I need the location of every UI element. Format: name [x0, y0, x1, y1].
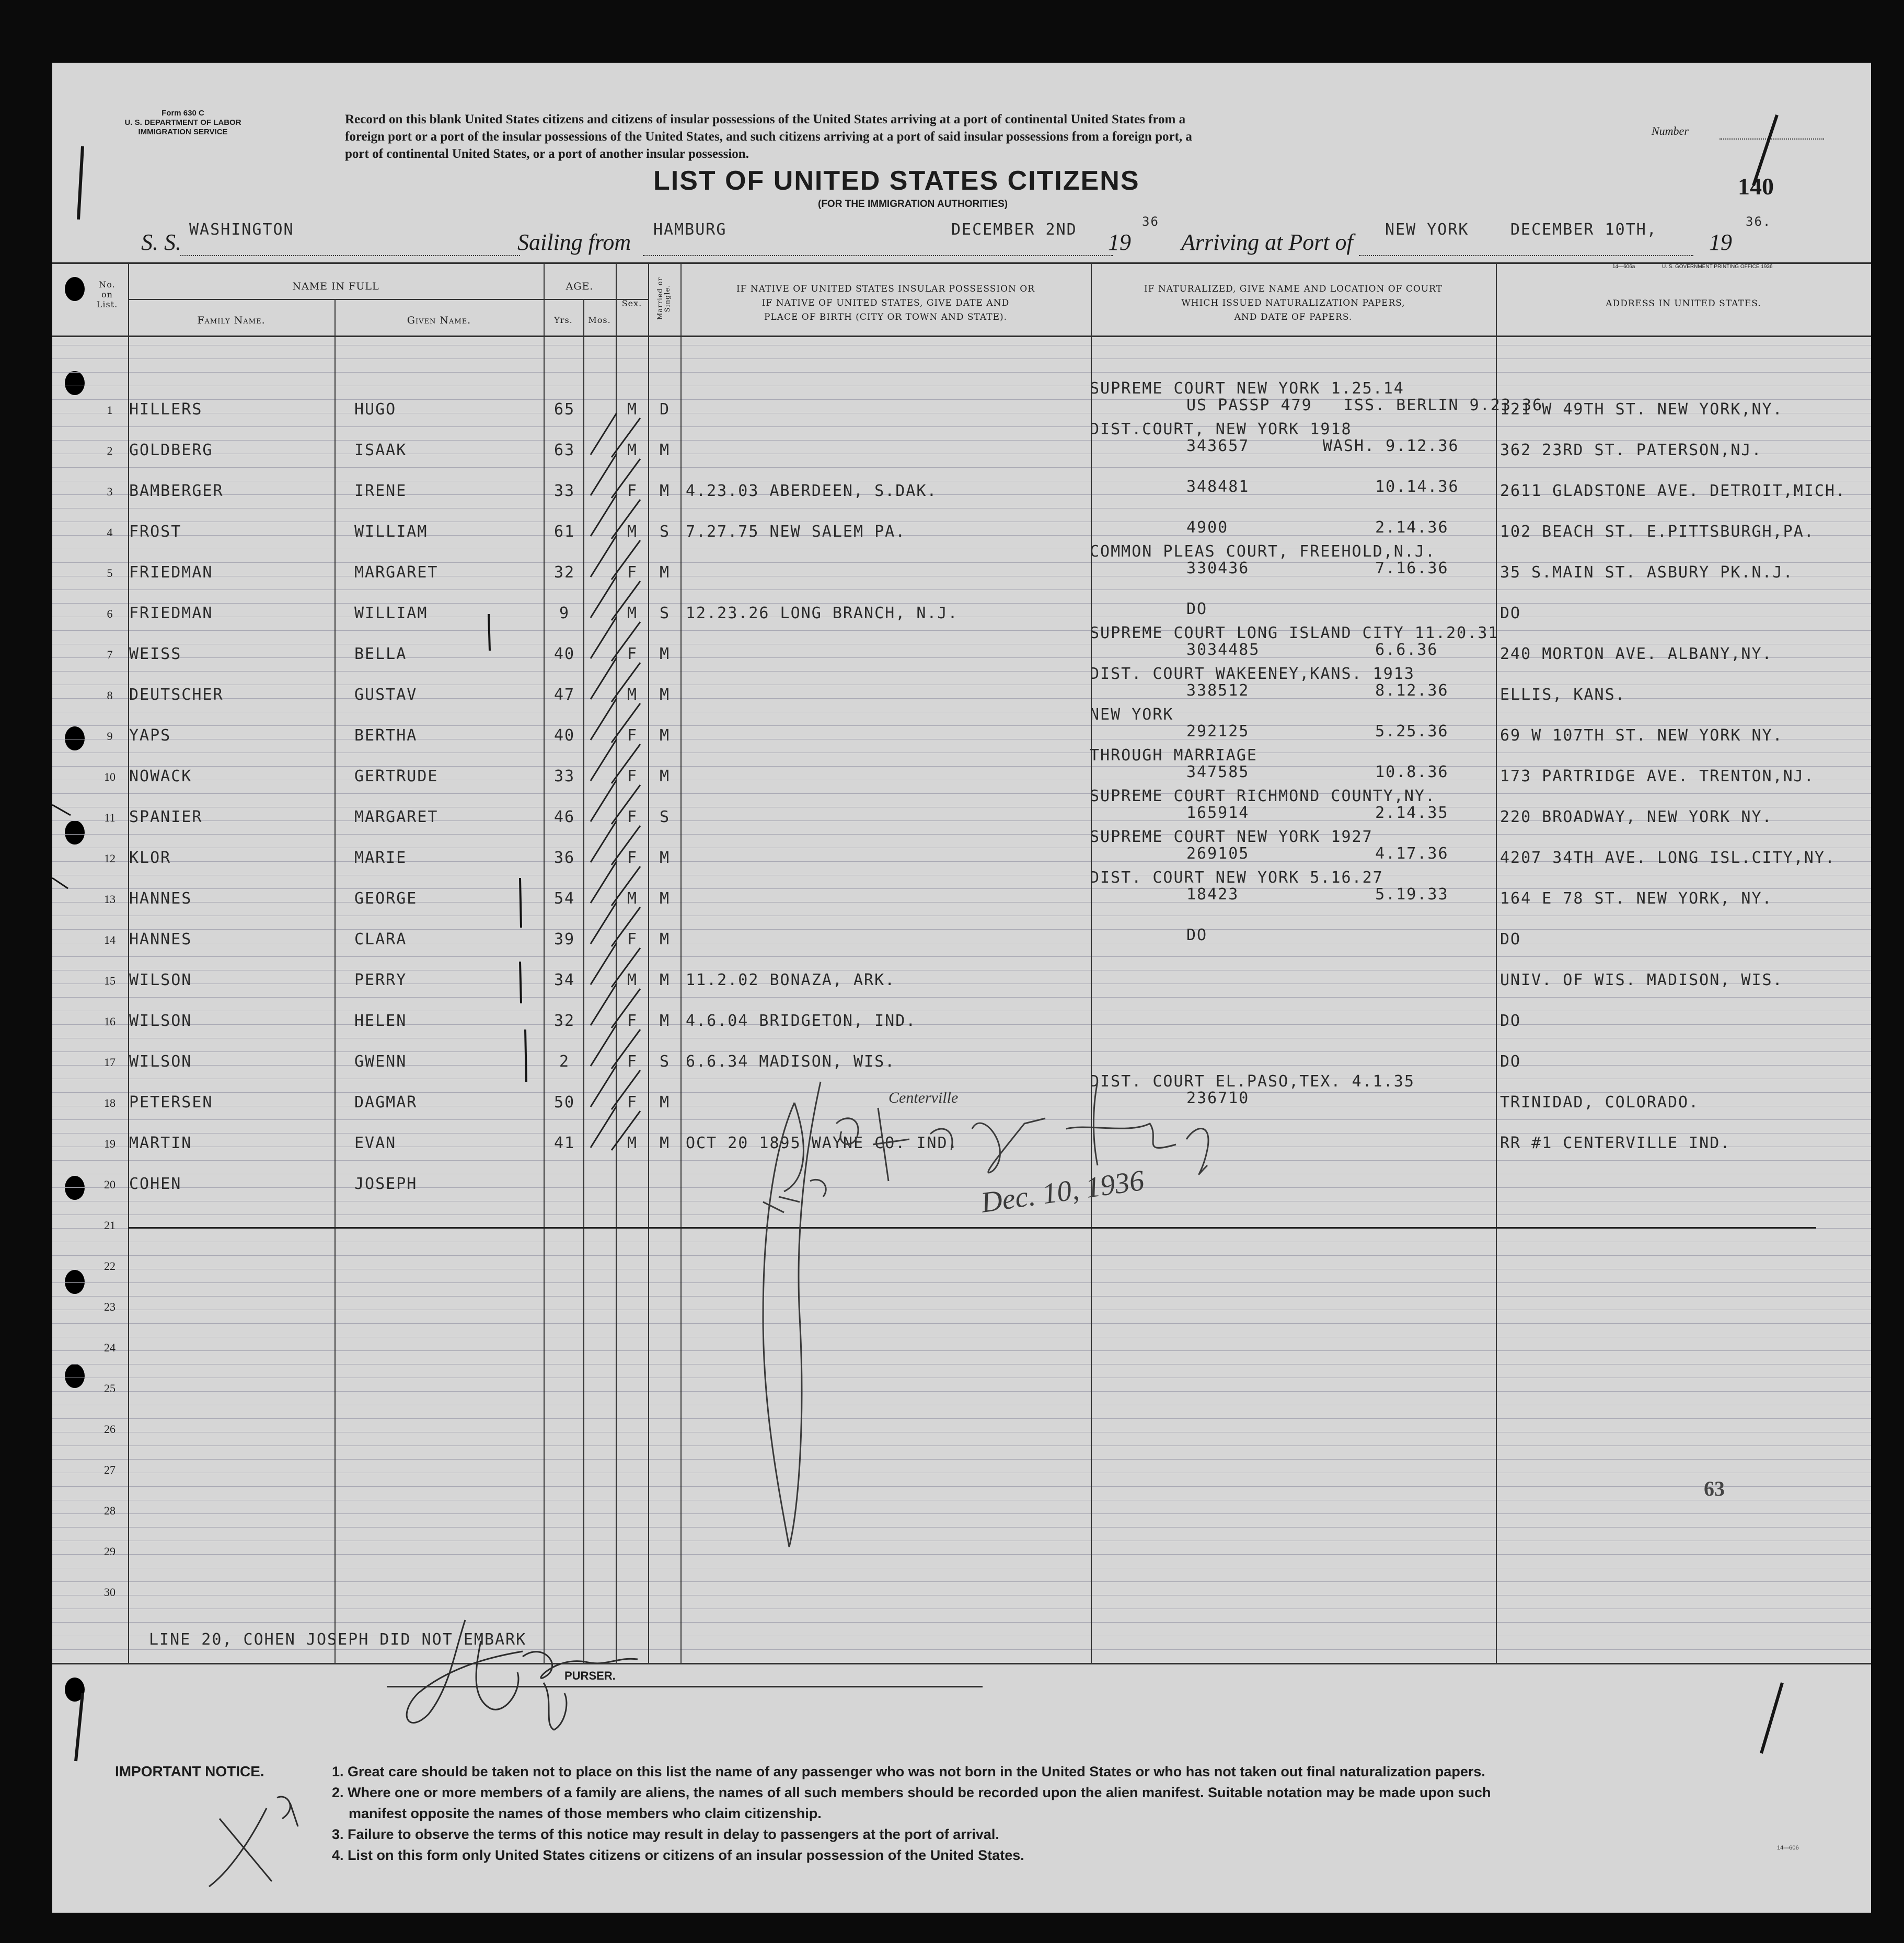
year-prefix: 19 — [1709, 229, 1732, 255]
row-number: 17 — [104, 1056, 116, 1069]
sailing-date: DECEMBER 2ND — [951, 221, 1077, 239]
age-years: 50 — [553, 1093, 575, 1112]
naturalization-court: DIST.COURT, NEW YORK 1918 — [1090, 420, 1352, 438]
row-number: 15 — [104, 974, 116, 987]
page-title: LIST OF UNITED STATES CITIZENS — [653, 166, 1140, 196]
naturalization-papers: DO — [1186, 600, 1208, 618]
age-years: 65 — [553, 400, 575, 419]
sex: F — [627, 767, 638, 785]
sailing-port: HAMBURG — [653, 221, 727, 239]
given-name: DAGMAR — [354, 1093, 418, 1112]
sex: F — [627, 1012, 638, 1030]
page-subtitle: (FOR THE IMMIGRATION AUTHORITIES) — [818, 199, 1008, 210]
family-name: KLOR — [129, 849, 171, 867]
naturalization-papers: US PASSP 479 ISS. BERLIN 9.23.36 — [1186, 396, 1543, 414]
address: 362 23RD ST. PATERSON,NJ. — [1500, 441, 1762, 459]
family-name: HANNES — [129, 930, 192, 949]
age-years: 32 — [553, 1012, 575, 1030]
naturalization-court: COMMON PLEAS COURT, FREEHOLD,N.J. — [1090, 542, 1436, 561]
form-number: Form 630 C — [161, 109, 204, 118]
family-name: YAPS — [129, 726, 171, 745]
married-single: D — [659, 400, 671, 419]
birth-info: 4.23.03 ABERDEEN, S.DAK. — [686, 482, 938, 500]
stamp-number: 63 — [1704, 1477, 1725, 1500]
family-name: COHEN — [129, 1175, 182, 1193]
family-name: DEUTSCHER — [129, 686, 224, 704]
purser-signature — [387, 1610, 700, 1745]
row-number: 28 — [104, 1504, 116, 1517]
age-years: 46 — [553, 808, 575, 826]
header-age: AGE. — [566, 281, 594, 292]
row-number: 6 — [107, 607, 113, 620]
notice-label: IMPORTANT NOTICE. — [115, 1763, 264, 1779]
married-single: M — [659, 645, 671, 663]
sex: M — [627, 523, 638, 541]
family-name: BAMBERGER — [129, 482, 224, 500]
married-single: M — [659, 930, 671, 949]
age-years: 47 — [553, 686, 575, 704]
birth-info: 7.27.75 NEW SALEM PA. — [686, 523, 906, 541]
given-name: EVAN — [354, 1134, 397, 1152]
sex: M — [627, 1134, 638, 1152]
address: 240 MORTON AVE. ALBANY,NY. — [1500, 645, 1773, 663]
service-name: IMMIGRATION SERVICE — [138, 128, 228, 136]
instruction-line: Record on this blank United States citizens and citizens of insular possessions of the United States arriving at a port of continental United States from a — [345, 112, 1186, 126]
row-number: 16 — [104, 1015, 116, 1028]
margin-mark — [1761, 1683, 1782, 1753]
family-name: SPANIER — [129, 808, 203, 826]
naturalization-papers: 348481 10.14.36 — [1186, 478, 1459, 496]
year-prefix: 19 — [1108, 229, 1131, 255]
family-name: FROST — [129, 523, 182, 541]
arrival-year: 36. — [1746, 214, 1772, 229]
row-number: 23 — [104, 1300, 116, 1313]
naturalization-papers: 4900 2.14.36 — [1186, 518, 1449, 537]
notice-item: 1. Great care should be taken not to place on this list the name of any passenger who was not born in the United States or who has not taken out final naturalization papers. — [332, 1764, 1485, 1779]
row-number: 25 — [104, 1382, 116, 1395]
notice-item: 4. List on this form only United States citizens or citizens of an insular possession of the United States. — [332, 1847, 1024, 1863]
notice-item: manifest opposite the names of those members who claim citizenship. — [349, 1806, 822, 1821]
naturalization-papers: 292125 5.25.36 — [1186, 722, 1449, 741]
print-code: 14—606a — [1612, 264, 1635, 270]
married-single: M — [659, 686, 671, 704]
age-years: 32 — [553, 563, 575, 582]
age-years: 40 — [553, 645, 575, 663]
address: RR #1 CENTERVILLE IND. — [1500, 1134, 1731, 1152]
naturalization-papers: 269105 4.17.36 — [1186, 845, 1449, 863]
row-number: 11 — [104, 811, 116, 824]
row-number: 29 — [104, 1545, 116, 1558]
given-name: GEORGE — [354, 889, 418, 908]
family-name: PETERSEN — [129, 1093, 213, 1112]
birth-info: 6.6.34 MADISON, WIS. — [686, 1053, 896, 1071]
margin-mark — [76, 1693, 83, 1761]
header-married-single: Married or Single. — [656, 277, 672, 320]
married-single: M — [659, 726, 671, 745]
naturalization-court: DIST. COURT EL.PASO,TEX. 4.1.35 — [1090, 1072, 1415, 1091]
naturalization-court: SUPREME COURT RICHMOND COUNTY,NY. — [1090, 787, 1436, 805]
purser-label: PURSER. — [564, 1669, 616, 1682]
address: 173 PARTRIDGE AVE. TRENTON,NJ. — [1500, 767, 1815, 785]
given-name: BERTHA — [354, 726, 418, 745]
signature-date: Dec. 10, 1936 — [979, 1164, 1146, 1219]
row-number: 13 — [104, 893, 116, 906]
birth-info: 11.2.02 BONAZA, ARK. — [686, 971, 896, 989]
married-single: M — [659, 849, 671, 867]
page-number: 140 — [1738, 173, 1774, 200]
given-name: GUSTAV — [354, 686, 418, 704]
sex: M — [627, 604, 638, 622]
given-name: HELEN — [354, 1012, 407, 1030]
age-years: 36 — [553, 849, 575, 867]
header-yrs: Yrs. — [554, 315, 573, 325]
naturalization-papers: 236710 — [1186, 1089, 1250, 1107]
birth-info: 12.23.26 LONG BRANCH, N.J. — [686, 604, 959, 622]
header-given-name: Given Name. — [407, 315, 471, 326]
given-name: CLARA — [354, 930, 407, 949]
given-name: GWENN — [354, 1053, 407, 1071]
age-years: 61 — [553, 523, 575, 541]
naturalization-papers: 165914 2.14.35 — [1186, 804, 1449, 822]
naturalization-papers: DO — [1186, 926, 1208, 944]
given-name: PERRY — [354, 971, 407, 989]
department-name: U. S. DEPARTMENT OF LABOR — [124, 118, 241, 127]
sex: M — [627, 400, 638, 419]
age-years: 33 — [553, 482, 575, 500]
number-label: Number — [1652, 124, 1689, 137]
naturalization-court: SUPREME COURT LONG ISLAND CITY 11.20.31 — [1090, 624, 1499, 642]
given-name: IRENE — [354, 482, 407, 500]
address: DO — [1500, 930, 1521, 949]
naturalization-papers: 330436 7.16.36 — [1186, 559, 1449, 577]
family-name: NOWACK — [129, 767, 192, 785]
given-name: BELLA — [354, 645, 407, 663]
sailing-year: 36 — [1142, 214, 1159, 229]
naturalization-court: DIST. COURT WAKEENEY,KANS. 1913 — [1090, 665, 1415, 683]
header-sex: Sex. — [621, 298, 642, 308]
naturalization-court: SUPREME COURT NEW YORK 1927 — [1090, 828, 1373, 846]
margin-mark — [1753, 115, 1777, 186]
arrival-port: NEW YORK — [1385, 221, 1469, 239]
margin-mark — [52, 878, 68, 888]
row-number: 1 — [107, 403, 113, 417]
family-name: WEISS — [129, 645, 182, 663]
margin-mark — [525, 1030, 526, 1082]
naturalization-court: SUPREME COURT NEW YORK 1.25.14 — [1090, 379, 1404, 398]
married-single: M — [659, 1012, 671, 1030]
sex: M — [627, 889, 638, 908]
given-name: MARGARET — [354, 808, 439, 826]
family-name: FRIEDMAN — [129, 563, 213, 582]
row-number: 22 — [104, 1259, 116, 1273]
address: TRINIDAD, COLORADO. — [1500, 1093, 1700, 1112]
sex: F — [627, 849, 638, 867]
notice-item: 2. Where one or more members of a family are aliens, the names of all such members should be recorded upon the alien manifest. Suitable notation may be made upon such — [332, 1785, 1491, 1800]
sex: M — [627, 686, 638, 704]
sex: F — [627, 645, 638, 663]
sex: F — [627, 808, 638, 826]
header-mos: Mos. — [588, 315, 611, 325]
married-single: M — [659, 971, 671, 989]
given-name: HUGO — [354, 400, 397, 419]
sex: F — [627, 563, 638, 582]
family-name: HANNES — [129, 889, 192, 908]
margin-mark — [78, 146, 83, 219]
row-number: 3 — [107, 485, 113, 498]
given-name: ISAAK — [354, 441, 407, 459]
margin-mark — [489, 614, 490, 651]
margin-mark — [52, 805, 71, 815]
margin-mark — [520, 878, 521, 928]
married-single: S — [659, 1053, 671, 1071]
age-years: 63 — [553, 441, 575, 459]
address: 220 BROADWAY, NEW YORK NY. — [1500, 808, 1773, 826]
naturalization-papers: 3034485 6.6.36 — [1186, 641, 1438, 659]
sex: F — [627, 482, 638, 500]
sex: M — [627, 441, 638, 459]
row-number: 14 — [104, 933, 116, 946]
naturalization-papers: 18423 5.19.33 — [1186, 885, 1449, 904]
married-single: M — [659, 1093, 671, 1112]
purser-signature-line — [387, 1686, 983, 1687]
given-name: MARGARET — [354, 563, 439, 582]
initials-mark — [199, 1777, 314, 1892]
family-name: WILSON — [129, 1012, 192, 1030]
age-years: 40 — [553, 726, 575, 745]
row-number: 12 — [104, 852, 116, 865]
family-name: FRIEDMAN — [129, 604, 213, 622]
sex: F — [627, 1053, 638, 1071]
family-name: WILSON — [129, 971, 192, 989]
row-number: 7 — [107, 648, 113, 661]
row-number: 4 — [107, 526, 113, 539]
address: 2611 GLADSTONE AVE. DETROIT,MICH. — [1500, 482, 1847, 500]
given-name: WILLIAM — [354, 523, 428, 541]
sex: F — [627, 726, 638, 745]
row-number: 27 — [104, 1463, 116, 1476]
header-name-in-full: NAME IN FULL — [292, 281, 379, 292]
married-single: M — [659, 482, 671, 500]
given-name: GERTRUDE — [354, 767, 439, 785]
family-name: WILSON — [129, 1053, 192, 1071]
family-name: GOLDBERG — [129, 441, 213, 459]
row-number: 20 — [104, 1178, 116, 1191]
age-years: 2 — [559, 1053, 570, 1071]
row-number: 9 — [107, 730, 113, 743]
address: 164 E 78 ST. NEW YORK, NY. — [1500, 889, 1773, 908]
naturalization-papers: 338512 8.12.36 — [1186, 681, 1449, 700]
row-number: 24 — [104, 1341, 116, 1354]
given-name: MARIE — [354, 849, 407, 867]
row-number: 26 — [104, 1422, 116, 1436]
address: ELLIS, KANS. — [1500, 686, 1626, 704]
important-notice — [115, 1761, 264, 1782]
naturalization-papers: 347585 10.8.36 — [1186, 763, 1449, 781]
notice-item: 3. Failure to observe the terms of this notice may result in delay to passengers at the port of arrival. — [332, 1826, 999, 1842]
instruction-line: foreign port or a port of the insular possessions of the United States, and such citizens arriving at a port of said insular possessions from a foreign port, a — [345, 130, 1192, 144]
given-name: WILLIAM — [354, 604, 428, 622]
married-single: M — [659, 889, 671, 908]
address: 69 W 107TH ST. NEW YORK NY. — [1500, 726, 1783, 745]
notice-items — [332, 1761, 1491, 1866]
row-number: 30 — [104, 1586, 116, 1599]
age-years: 33 — [553, 767, 575, 785]
header-no: No. on List. — [96, 280, 118, 309]
header-family-name: Family Name. — [197, 315, 266, 326]
address: DO — [1500, 1012, 1521, 1030]
address: UNIV. OF WIS. MADISON, WIS. — [1500, 971, 1783, 989]
bottom-code: 14—606 — [1777, 1845, 1799, 1851]
sex: F — [627, 930, 638, 949]
naturalization-court: NEW YORK — [1090, 706, 1174, 724]
header-native: IF NATIVE OF UNITED STATES INSULAR POSSESSION OR IF NATIVE OF UNITED STATES, GIVE DATE AND PLACE OF BIRTH (CITY OR TOWN AND STATE). — [736, 284, 1035, 322]
birth-info: 4.6.04 BRIDGETON, IND. — [686, 1012, 917, 1030]
age-years: 9 — [559, 604, 570, 622]
row-number: 8 — [107, 689, 113, 702]
address: DO — [1500, 604, 1521, 622]
address: 35 S.MAIN ST. ASBURY PK.N.J. — [1500, 563, 1794, 582]
row-number: 19 — [104, 1137, 116, 1150]
age-years: 34 — [553, 971, 575, 989]
age-years: 41 — [553, 1134, 575, 1152]
address: 102 BEACH ST. E.PITTSBURGH,PA. — [1500, 523, 1815, 541]
address: 121 W 49TH ST. NEW YORK,NY. — [1500, 400, 1783, 419]
manifest-sheet — [52, 63, 1871, 1913]
ship-name: WASHINGTON — [189, 221, 294, 239]
naturalization-papers: 343657 WASH. 9.12.36 — [1186, 437, 1459, 455]
inspector-signature — [732, 1045, 1254, 1568]
married-single: M — [659, 563, 671, 582]
married-single: M — [659, 1134, 671, 1152]
row-number: 21 — [104, 1219, 116, 1232]
family-name: MARTIN — [129, 1134, 192, 1152]
ss-label: S. S. — [141, 229, 181, 255]
embark-note: LINE 20, COHEN JOSEPH DID NOT EMBARK — [149, 1630, 527, 1649]
margin-mark — [520, 962, 521, 1003]
row-number: 10 — [104, 770, 116, 783]
row-number: 2 — [107, 444, 113, 457]
arrival-date: DECEMBER 10TH, — [1510, 221, 1657, 239]
address: DO — [1500, 1053, 1521, 1071]
married-single: S — [659, 523, 671, 541]
age-years: 39 — [553, 930, 575, 949]
row-number: 18 — [104, 1096, 116, 1109]
married-single: M — [659, 441, 671, 459]
age-years: 54 — [553, 889, 575, 908]
married-single: S — [659, 604, 671, 622]
given-name: JOSEPH — [354, 1175, 418, 1193]
header-naturalized: IF NATURALIZED, GIVE NAME AND LOCATION OF COURT WHICH ISSUED NATURALIZATION PAPERS, AND DATE OF PAPERS. — [1144, 284, 1443, 322]
arriving-label: Arriving at Port of — [1181, 229, 1353, 255]
sex: F — [627, 1093, 638, 1112]
married-single: S — [659, 808, 671, 826]
instruction-line: port of continental United States, or a port of another insular possession. — [345, 147, 749, 161]
address: 4207 34TH AVE. LONG ISL.CITY,NY. — [1500, 849, 1836, 867]
sailing-label: Sailing from — [517, 229, 631, 255]
naturalization-court: THROUGH MARRIAGE — [1090, 746, 1257, 765]
birth-info: OCT 20 1895 WAYNE CO. IND. — [686, 1134, 959, 1152]
row-number: 5 — [107, 566, 113, 580]
header-address: ADDRESS IN UNITED STATES. — [1606, 298, 1761, 309]
gpo-note: U. S. GOVERNMENT PRINTING OFFICE 1936 — [1662, 264, 1773, 270]
sex: M — [627, 971, 638, 989]
naturalization-court: DIST. COURT NEW YORK 5.16.27 — [1090, 869, 1383, 887]
family-name: HILLERS — [129, 400, 203, 419]
married-single: M — [659, 767, 671, 785]
inspector-note: Centerville — [888, 1089, 959, 1106]
